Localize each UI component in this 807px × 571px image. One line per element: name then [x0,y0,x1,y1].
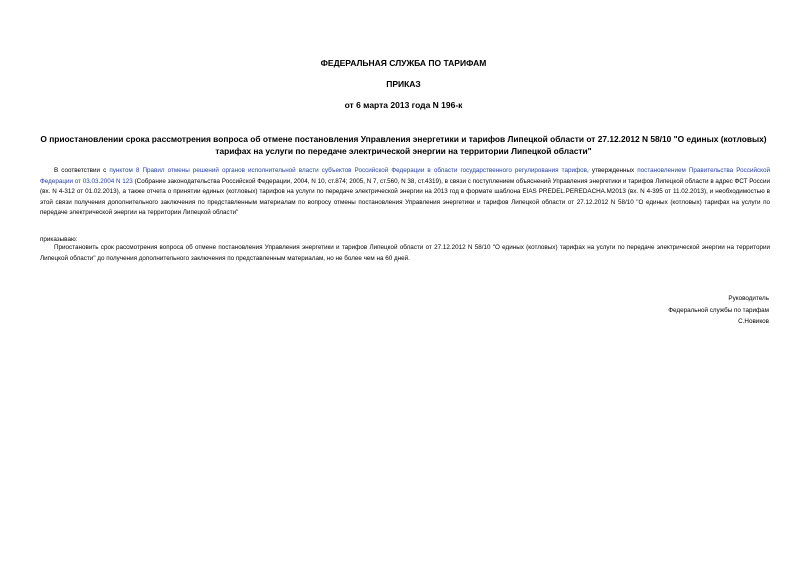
signature-block [519,293,769,328]
government-decree-link[interactable]: постановлением Правительства Российской Федерации от 03.03.2004 N 123 [40,167,770,185]
signature-position-line2: Федеральной службы по тарифам [668,306,769,314]
preamble-paragraph [40,166,770,219]
signature-name: С.Новиков [738,318,769,325]
signature-position-line1: Руководитель [728,295,769,302]
doc-date-number: от 6 марта 2013 года N 196-к [344,100,463,110]
document-title: О приостановлении срока рассмотрения вопроса об отмене постановления Управления энергетики и тарифов Липецкой области от 27.12.2012 N 58/10 "О единых (котловых) тарифах на услуги по передаче электрической энергии на территории Липецкой области" [40,134,767,156]
order-paragraph: Приостановить срок рассмотрения вопроса об отмене постановления Управления энергетики и тарифов Липецкой области от 27.12.2012 N 58/10 "О единых (котловых) тарифах на услуги по передаче электрической энергии на территории Липецкой области" до получения дополнительного заключения по представленным материалам, но не более чем на 60 дней. [40,244,770,262]
rules-link[interactable]: пунктом 8 Правил отмены решений органов исполнительной власти субъектов Российской Федерации в области государственного регулирования тарифов [109,167,588,174]
order-word: приказываю: [40,236,78,243]
agency-heading: ФЕДЕРАЛЬНАЯ СЛУЖБА ПО ТАРИФАМ [320,58,487,68]
preamble-text-mid: , утвержденных [587,167,638,174]
preamble-text-end: (Собрание законодательства Российской Федерации, 2004, N 10, ст.874; 2005, N 7, ст.560, N 38, ст.4319), в связи с поступлением объяснений Управления энергетики и тарифов Липецкой области в адрес ФСТ России (вх. N 4-312 от 01.02.2013), а также отчета о принятии единых (котловых) тарифов на услуги по передаче электрической энергии на 2013 год в формате шаблона EIAS PREDEL.PEREDACHA.M2013 (вх. N 4-395 от 11.02.2013), и необходимостью в этой связи получения дополнительного заключения по представленным материалам по вопросу отмены постановления Управления энергетики и тарифов Липецкой области от 27.12.2012 N 58/10 "О единых (котловых) тарифах на услуги по передаче электрической энергии на территории Липецкой области" [40,177,770,216]
preamble-text-start: В соответствии с [54,167,110,174]
doc-type-heading: ПРИКАЗ [386,79,421,89]
